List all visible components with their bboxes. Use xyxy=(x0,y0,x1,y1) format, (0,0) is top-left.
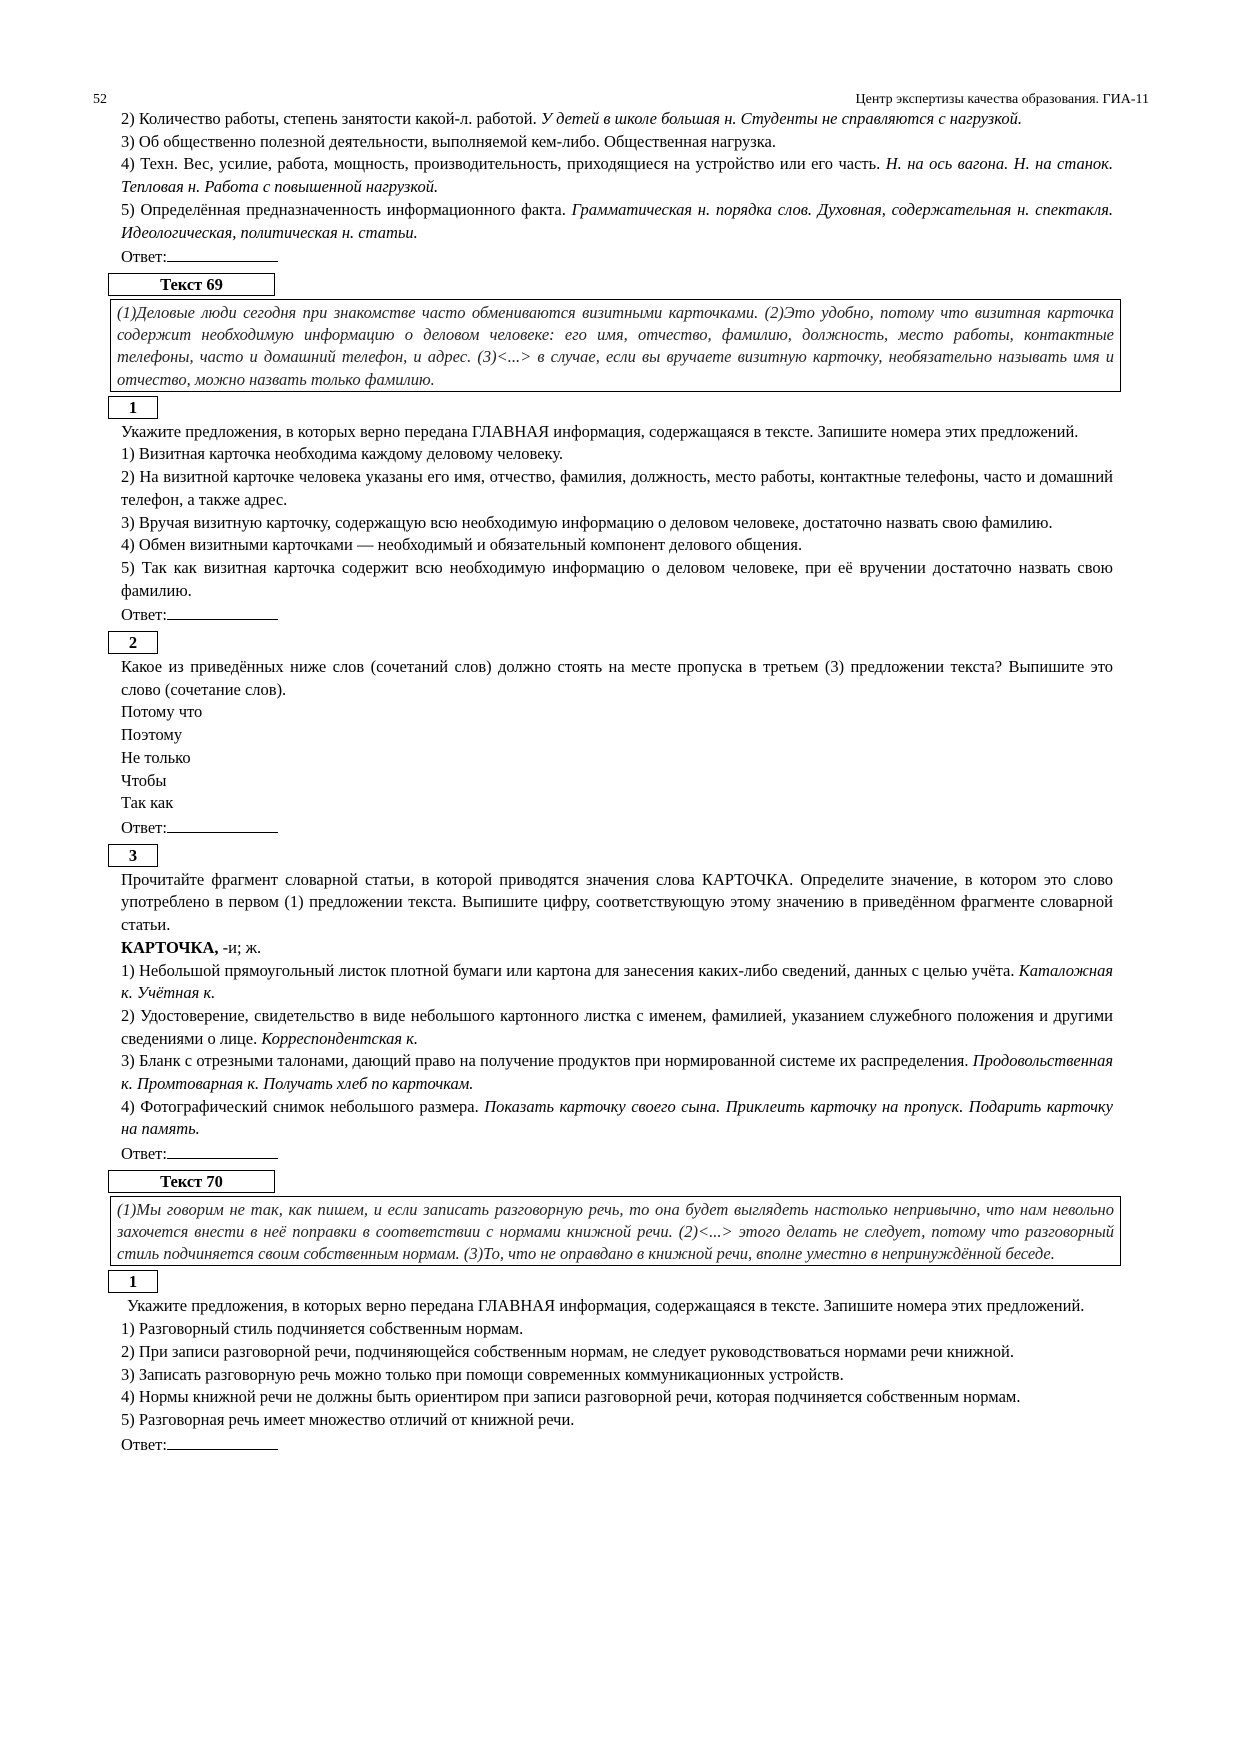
option-item: 1) Визитная карточка необходима каждому деловому человеку. xyxy=(121,444,564,464)
option-item: Поэтому xyxy=(121,725,183,745)
task-number-box: 3 xyxy=(108,844,158,867)
dict-item: 2) Удостоверение, свидетельство в виде небольшого картонного листка с именем, фамилией, указанием служебного положения и другими сведениями о лице. Корреспондентская к. xyxy=(121,1005,1113,1048)
dict-item: 3) Бланк с отрезными талонами, дающий право на получение продуктов при нормированной системе их распределения. Продовольственная к. Промтоварная к. Получать хлеб по карточкам. xyxy=(121,1051,1113,1094)
page-content xyxy=(117,108,1114,1456)
option-item: Не только xyxy=(121,747,191,767)
task-number-box: 1 xyxy=(108,1270,158,1293)
option-item: 5) Так как визитная карточка содержит всю необходимую информацию о деловом человеке, при её вручении достаточно назвать свою фамилию. xyxy=(121,557,1113,600)
dict-item: 4) Фотографический снимок небольшого размера. Показать карточку своего сына. Приклеить карточку на пропуск. Подарить карточку на память. xyxy=(121,1096,1113,1139)
option-item: 1) Разговорный стиль подчиняется собственным нормам. xyxy=(121,1319,524,1339)
dict-item: 2) Количество работы, степень занятости какой-л. работой. У детей в школе большая н. Студенты не справляются с нагрузкой. xyxy=(121,109,1022,128)
option-item: 5) Разговорная речь имеет множество отличий от книжной речи. xyxy=(121,1409,575,1429)
dict-item: 5) Определённая предназначенность информационного факта. Грамматическая н. порядка слов. Духовная, содержательная н. спектакля. Идеологическая, политическая н. статьи. xyxy=(121,199,1113,242)
passage-text-70: (1)Мы говорим не так, как пишем, и если записать разговорную речь, то она будет выглядеть настолько непривычно, что нам невольно захочется внести в неё поправки в соответствии с нормами книжной речи. (2)<...> этого делать не следует, потому что разговорный стиль подчиняется своим собственным нормам. (3)То, что не оправдано в книжной речи, вполне уместно в непринуждённой беседе. xyxy=(110,1196,1121,1267)
running-title: Центр экспертизы качества образования. ГИА-11 xyxy=(855,92,1149,107)
option-item: 3) Вручая визитную карточку, содержащую всю необходимую информацию о деловом человеке, достаточно назвать свою фамилию. xyxy=(121,512,1053,532)
task-number-box: 1 xyxy=(108,396,158,419)
option-item: Чтобы xyxy=(121,770,167,790)
option-item: 3) Записать разговорную речь можно только при помощи современных коммуникационных устройств. xyxy=(121,1364,844,1384)
passage-text-69: (1)Деловые люди сегодня при знакомстве часто обмениваются визитными карточками. (2)Это удобно, потому что визитная карточка содержит необходимую информацию о деловом человеке: его имя, отчество, фамилию, должность, место работы, контактные телефоны, часто и домашний телефон, и адрес. (3)<...> в случае, если вы вручаете визитную карточку, необязательно называть имя и отчество, можно назвать только фамилию. xyxy=(110,299,1121,392)
page-number: 52 xyxy=(93,92,107,107)
dict-item: 4) Техн. Вес, усилие, работа, мощность, производительность, приходящиеся на устройство или его часть. Н. на ось вагона. Н. на станок. Тепловая н. Работа с повышенной нагрузкой. xyxy=(121,154,1113,197)
answer-line[interactable]: Ответ: xyxy=(121,815,1113,840)
answer-line[interactable]: Ответ: xyxy=(121,1432,1113,1457)
option-item: Так как xyxy=(121,793,174,813)
option-item: Потому что xyxy=(121,702,203,722)
option-item: 2) На визитной карточке человека указаны его имя, отчество, фамилия, должность, место работы, контактные телефоны, часто и домашний телефон, а также адрес. xyxy=(121,467,1113,509)
task-prompt: Укажите предложения, в которых верно передана ГЛАВНАЯ информация, содержащаяся в тексте. Запишите номера этих предложений. xyxy=(127,1296,1085,1316)
dict-item: 1) Небольшой прямоугольный листок плотной бумаги или картона для занесения каких-либо сведений, данных с целью учёта. Каталожная к. Учётная к. xyxy=(121,960,1113,1003)
task-prompt: Прочитайте фрагмент словарной статьи, в которой приводятся значения слова КАРТОЧКА. Определите значение, в котором это слово употреблено в первом (1) предложении текста. Выпишите цифру, соответствующую этому значению в приведённом фрагменте словарной статьи. xyxy=(121,869,1113,935)
answer-line[interactable]: Ответ: xyxy=(121,602,1113,627)
text-title-box: Текст 70 xyxy=(108,1170,275,1193)
task-prompt: Укажите предложения, в которых верно передана ГЛАВНАЯ информация, содержащаяся в тексте. Запишите номера этих предложений. xyxy=(121,421,1079,441)
answer-line[interactable]: Ответ: xyxy=(121,244,1113,269)
task-number-box: 2 xyxy=(108,631,158,654)
dict-item: 3) Об общественно полезной деятельности, выполняемой кем-либо. Общественная нагрузка. xyxy=(121,131,776,151)
answer-line[interactable]: Ответ: xyxy=(121,1141,1113,1166)
dict-headword: КАРТОЧКА, -и; ж. xyxy=(121,937,262,957)
option-item: 4) Обмен визитными карточками — необходимый и обязательный компонент делового общения. xyxy=(121,535,803,555)
task-prompt: Какое из приведённых ниже слов (сочетаний слов) должно стоять на месте пропуска в третьем (3) предложении текста? Выпишите это слово (сочетание слов). xyxy=(121,657,1113,699)
option-item: 4) Нормы книжной речи не должны быть ориентиром при записи разговорной речи, которая подчиняется собственным нормам. xyxy=(121,1387,1021,1407)
option-item: 2) При записи разговорной речи, подчиняющейся собственным нормам, не следует руководствоваться нормами речи книжной. xyxy=(121,1341,1014,1361)
text-title-box: Текст 69 xyxy=(108,273,275,296)
